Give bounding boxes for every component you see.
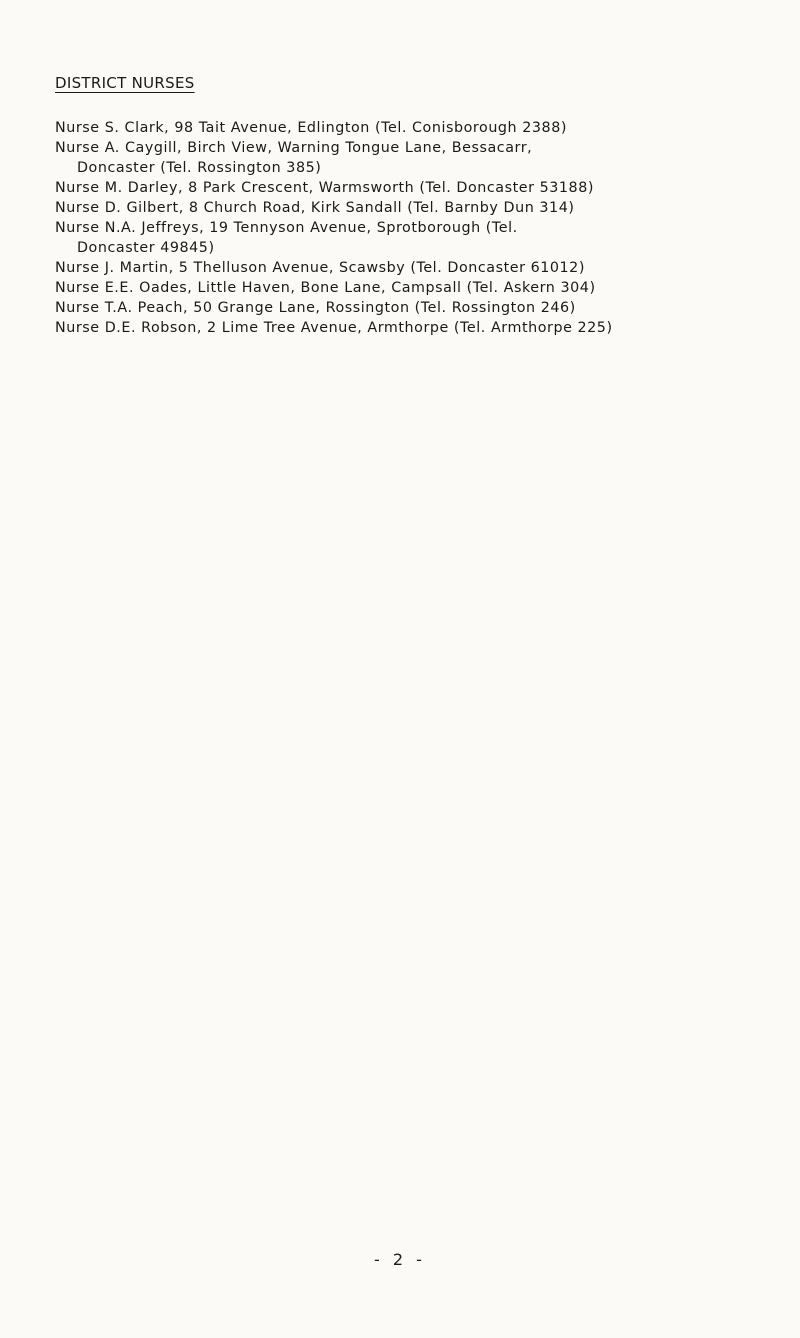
entry-continuation: Doncaster (Tel. Rossington 385) (77, 160, 322, 176)
entry-line: Nurse J. Martin, 5 Thelluson Avenue, Scawsby (Tel. Doncaster 61012) (55, 260, 585, 276)
entry-line: Nurse S. Clark, 98 Tait Avenue, Edlington (Tel. Conisborough 2388) (55, 120, 567, 136)
entry-line: Nurse M. Darley, 8 Park Crescent, Warmsworth (Tel. Doncaster 53188) (55, 180, 594, 196)
section-heading: DISTRICT NURSES (55, 74, 195, 92)
entry-line: Nurse N.A. Jeffreys, 19 Tennyson Avenue, Sprotborough (Tel. (55, 220, 518, 236)
list-item (55, 258, 785, 278)
list-item (55, 218, 785, 258)
list-item (55, 198, 785, 218)
entry-line: Nurse A. Caygill, Birch View, Warning Tongue Lane, Bessacarr, (55, 140, 533, 156)
entry-continuation: Doncaster 49845) (77, 240, 215, 256)
nurse-list (55, 118, 785, 338)
entry-line: Nurse T.A. Peach, 50 Grange Lane, Rossington (Tel. Rossington 246) (55, 300, 576, 316)
list-item (55, 278, 785, 298)
entry-line: Nurse D. Gilbert, 8 Church Road, Kirk Sandall (Tel. Barnby Dun 314) (55, 200, 575, 216)
list-item (55, 298, 785, 318)
list-item (55, 118, 785, 138)
list-item (55, 178, 785, 198)
page-number: - 2 - (374, 1250, 426, 1269)
list-item (55, 318, 785, 338)
entry-line: Nurse D.E. Robson, 2 Lime Tree Avenue, Armthorpe (Tel. Armthorpe 225) (55, 320, 613, 336)
list-item (55, 138, 785, 178)
entry-line: Nurse E.E. Oades, Little Haven, Bone Lane, Campsall (Tel. Askern 304) (55, 280, 596, 296)
